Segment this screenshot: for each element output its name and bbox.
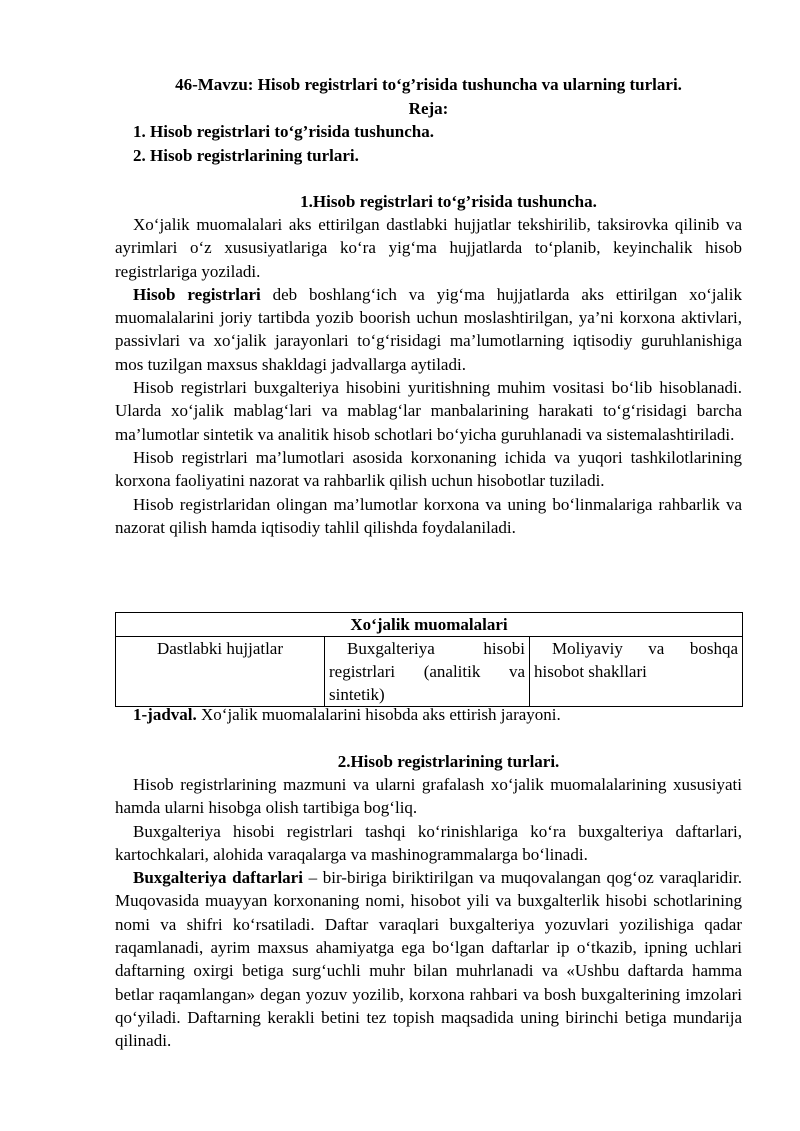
section-body [115,773,742,1053]
paragraph: Hisob registrlaridan olingan ma’lumotlar korxona va uning bo‘linmalariga rahbarlik va nazorat qilish hamda iqtisodiy tahlil qilishda foydalaniladi. [115,494,742,537]
plan-item: 1. Hisob registrlari to‘g’risida tushuncha. [133,122,434,141]
term-bold: Hisob registrlari [133,284,261,304]
paragraph: Xo‘jalik muomalalari aks ettirilgan dastlabki hujjatlar tekshirilib, taksirovka qilinib va ayrimlari o‘z xususiyatlariga ko‘ra yig‘ma hujjatlarda to‘planib, keyinchalik hisob registrlariga yoziladi. [115,215,742,281]
plan-heading: Reja: [408,99,449,118]
paragraph: Hisob registrlari ma’lumotlari asosida korxonaning ichida va yuqori tashkilotlarining korxona faoliyatini nazorat va rahbarlik qilish uchun hisobotlar tuziladi. [115,447,742,491]
caption-label: 1-jadval. [133,705,197,724]
section-body [115,213,742,539]
paragraph: Hisob registrlari buxgalteriya hisobini yuritishning muhim vositasi bo‘lib hisoblanadi. Ularda xo‘jalik mablag‘lari va mablag‘lar manbalarining harakati to‘g‘risidagi barcha ma’lumotlar sintetik va analitik hisob schotlari bo‘yicha guruhlanadi va sistemalashtiriladi. [115,378,742,444]
table-cell: Dastlabki hujjatlar [116,637,325,707]
section-heading: 2.Hisob registrlarining turlari. [337,752,560,771]
table-header-row [116,613,743,637]
table-caption [133,703,742,726]
paragraph: Hisob registrlarining mazmuni va ularni grafalash xo‘jalik muomalalarining xususiyati hamda ularni hisobga olish tartibiga bog‘liq. [115,775,742,818]
table-cell: Buxgalteriya hisobi registrlari (analitik va sintetik) [325,637,530,707]
section-heading: 1.Hisob registrlari to‘g’risida tushuncha. [300,192,597,211]
term-bold: Buxgalteriya daftarlari [133,868,303,888]
paragraph [115,283,742,376]
paragraph-text: – bir-biriga biriktirilgan va muqovalangan qog‘oz varaqlaridir. Muqovasida muayyan korxonaning nomi, hisobot yili va buxgalterlik hisobi schotlarining nomi va shifri ko‘rsatiladi. Daftar varaqlari buxgalteriya yozuvlari yozilishiga qadar raqamlanadi, ayrim maxsus ahamiyatga ega bo‘lgan daftarlar ip o‘tkazib, ipning uchlari daftarning oxirgi betiga surg‘uchli muhr bilan muhrlanadi va «Ushbu daftarda hamma betlar raqamlangan» degan yozuv yozilib, korxona rahbari va bosh buxgalterining imzolari qo‘yiladi. Daftarning kerakli betini tez topish maqsadida uning birinchi betiga mundarija qilinadi. [115,868,743,1051]
plan-item: 2. Hisob registrlarining turlari. [133,146,359,165]
paragraph-text: deb boshlang‘ich va yig‘ma hujjatlarda aks ettirilgan xo‘jalik muomalalarini joriy tartibda yozib boorish uchun moslashtirilgan, ya’ni korxona aktivlari, passivlari va xo‘jalik jarayonlari to‘g‘risidagi ma’lumotlarning iqtisodiy guruhlanishiga mos tuzilgan maxsus shakldagi jadvallarga aytiladi. [115,284,742,374]
paragraph: Buxgalteriya hisobi registrlari tashqi ko‘rinishlariga ko‘ra buxgalteriya daftarlari, kartochkalari, alohida varaqalarga va mashinogrammalarga bo‘linadi. [115,821,742,864]
table-row [116,637,743,707]
paragraph [115,866,742,1052]
data-table [115,612,743,707]
page-title: 46-Mavzu: Hisob registrlari to‘g’risida tushuncha va ularning turlari. [175,75,682,94]
table-cell: Moliyaviy va boshqa hisobot shakllari [530,637,743,707]
table-header: Xo‘jalik muomalalari [116,613,743,637]
caption-text: Xo‘jalik muomalalarini hisobda aks ettirish jarayoni. [196,705,561,724]
